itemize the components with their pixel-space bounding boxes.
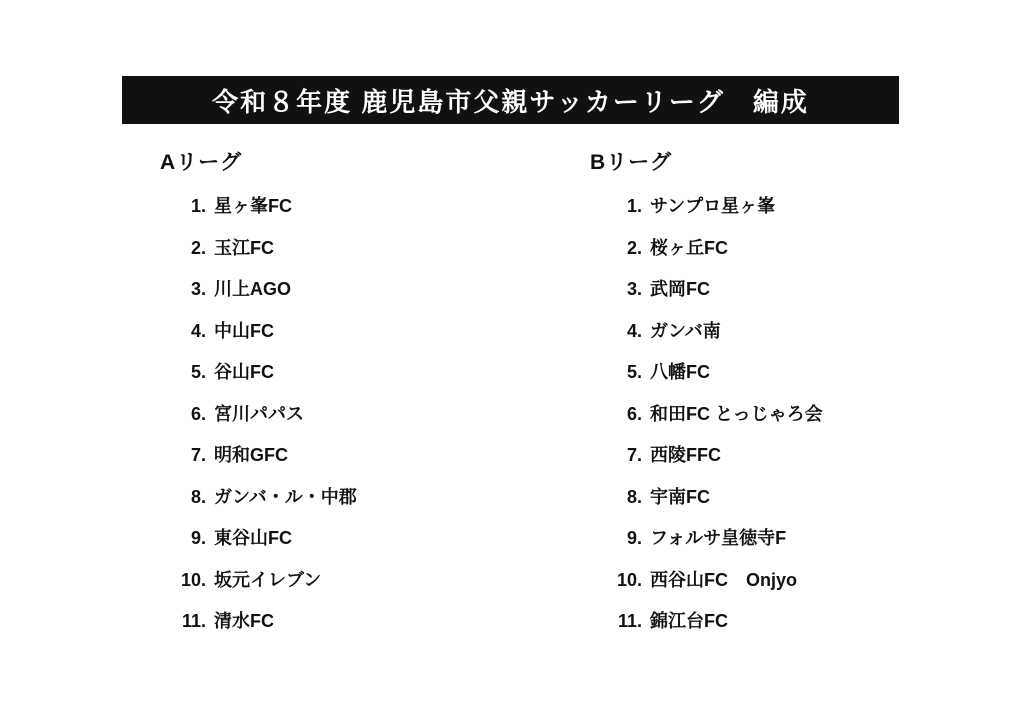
list-item (590, 275, 930, 317)
list-item (160, 400, 490, 442)
page-title: 令和８年度 鹿児島市父親サッカーリーグ 編成 (212, 86, 809, 117)
list-item (160, 441, 490, 483)
list-item (590, 234, 930, 276)
list-item (160, 524, 490, 566)
league-b-team-list (590, 192, 930, 649)
list-item (590, 358, 930, 400)
list-item (590, 192, 930, 234)
team-number: 8. (626, 486, 642, 507)
team-name: 中山FC (214, 320, 274, 341)
team-number: 3. (190, 279, 206, 299)
team-name: 星ヶ峯FC (214, 196, 292, 216)
team-name: 桜ヶ丘FC (650, 237, 728, 258)
team-name: 東谷山FC (214, 528, 292, 548)
team-number: 11. (617, 611, 642, 631)
list-item (590, 400, 930, 442)
title-banner (122, 76, 899, 124)
team-name: 清水FC (214, 611, 274, 631)
team-number: 9. (626, 528, 642, 548)
team-number: 3. (626, 279, 642, 299)
list-item (160, 192, 490, 234)
team-name: 玉江FC (214, 237, 274, 258)
list-item (160, 358, 490, 400)
league-column-a (160, 146, 490, 649)
league-a-heading: Aリーグ (160, 151, 243, 174)
team-name: 谷山FC (214, 362, 274, 382)
list-item (590, 483, 930, 525)
list-item (160, 483, 490, 525)
list-item (590, 566, 930, 608)
team-name: 武岡FC (650, 279, 710, 299)
team-number: 8. (190, 486, 206, 507)
list-item (160, 275, 490, 317)
team-number: 1. (626, 196, 642, 216)
team-number: 1. (190, 196, 206, 216)
team-name: 川上AGO (214, 279, 292, 299)
team-number: 5. (190, 362, 206, 382)
team-number: 2. (626, 237, 642, 258)
team-number: 6. (626, 403, 642, 424)
team-number: 2. (190, 237, 206, 258)
team-number: 4. (190, 320, 206, 341)
team-name: 錦江台FC (650, 611, 728, 631)
list-item (590, 441, 930, 483)
league-a-team-list (160, 192, 490, 649)
list-item (160, 317, 490, 359)
league-column-b (590, 146, 930, 649)
team-number: 7. (190, 445, 206, 465)
team-number: 9. (190, 528, 206, 548)
team-name: 西陵FFC (650, 445, 721, 465)
list-item (590, 607, 930, 649)
team-name: ガンバ南 (650, 320, 721, 341)
team-number: 5. (626, 362, 642, 382)
team-name: 宇南FC (650, 486, 710, 507)
team-name: サンプロ星ヶ峯 (650, 196, 776, 216)
team-name: フォルサ皇徳寺F (650, 528, 787, 548)
team-name: 坂元イレブン (214, 569, 322, 590)
team-number: 6. (190, 403, 206, 424)
team-name: 明和GFC (214, 445, 288, 465)
list-item (590, 524, 930, 566)
team-name: 和田FC とっじゃろ会 (650, 403, 823, 424)
list-item (160, 566, 490, 608)
team-name: 西谷山FC Onjyo (650, 569, 797, 590)
team-number: 10. (616, 569, 642, 590)
league-b-heading: Bリーグ (590, 151, 673, 174)
team-number: 10. (180, 569, 206, 590)
list-item (590, 317, 930, 359)
team-name: 八幡FC (650, 362, 710, 382)
team-number: 4. (626, 320, 642, 341)
team-number: 11. (181, 611, 206, 631)
list-item (160, 607, 490, 649)
team-number: 7. (626, 445, 642, 465)
team-name: 宮川パパス (214, 403, 304, 424)
league-columns (0, 146, 1024, 649)
team-name: ガンバ・ル・中郡 (214, 486, 357, 507)
list-item (160, 234, 490, 276)
